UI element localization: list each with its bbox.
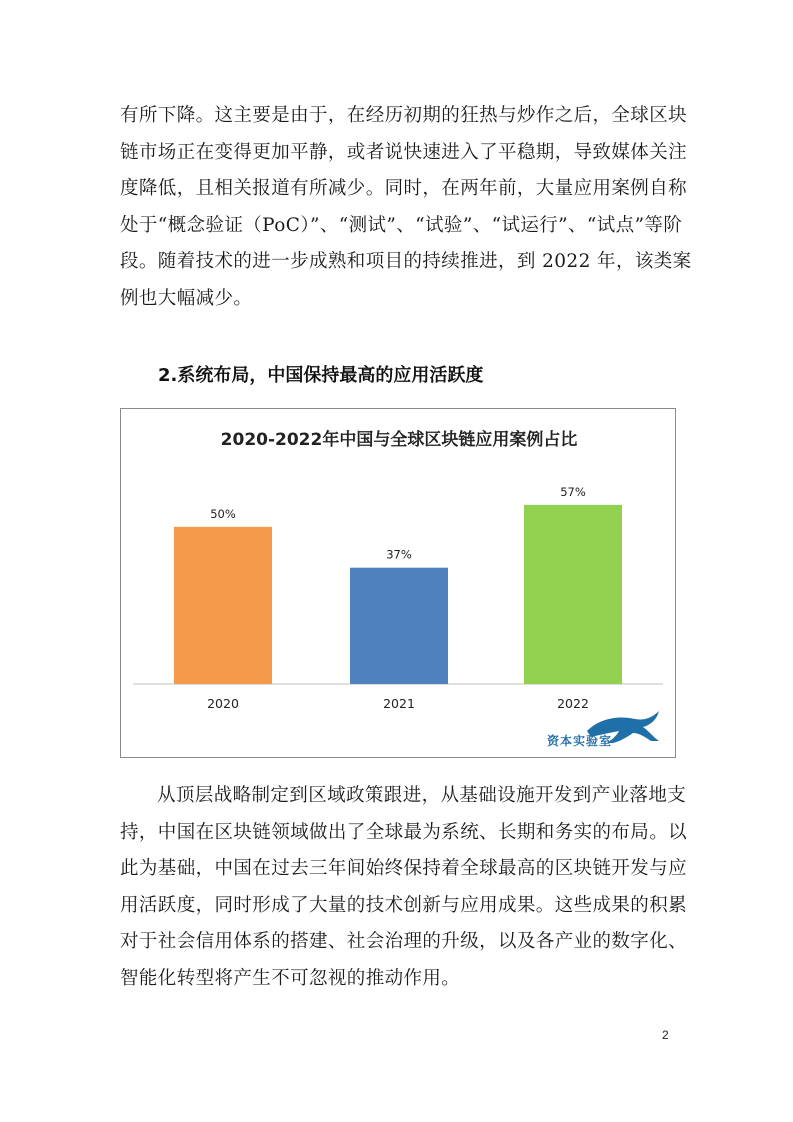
bar-2021	[350, 568, 448, 684]
x-tick-label-2021: 2021	[383, 696, 415, 711]
paragraph-line: 用活跃度，同时形成了大量的技术创新与应用成果。这些成果的积累	[120, 894, 688, 916]
chart-title: 2020-2022年中国与全球区块链应用案例占比	[220, 430, 578, 450]
bar-chart	[120, 408, 676, 758]
data-label-2020: 50%	[210, 506, 236, 521]
paragraph-line: 从顶层战略制定到区域政策跟进，从基础设施开发到产业落地支	[157, 785, 687, 806]
data-label-2021: 37%	[386, 547, 412, 562]
paragraph-line: 持，中国在区块链领域做出了全球最为系统、长期和务实的布局。以	[120, 821, 688, 843]
paragraph-line: 例也大幅减少。	[120, 287, 253, 309]
paragraph-line: 智能化转型将产生不可忽视的推动作用。	[120, 967, 461, 989]
watermark-logo	[547, 707, 665, 751]
x-tick-label-2020: 2020	[207, 696, 239, 711]
paragraph-line: 有所下降。这主要是由于，在经历初期的狂热与炒作之后，全球区块	[120, 105, 688, 126]
page-number: 2	[662, 1028, 669, 1042]
paragraph-line: 此为基础，中国在过去三年间始终保持着全球最高的区块链开发与应	[120, 858, 688, 879]
paragraph-line: 段。随着技术的进一步成熟和项目的持续推进，到 2022 年，该类案	[120, 251, 692, 272]
watermark-text: 资本实验室	[547, 734, 613, 748]
section-heading: 2.系统布局，中国保持最高的应用活跃度	[158, 365, 484, 386]
paragraph-line: 链市场正在变得更加平静，或者说快速进入了平稳期，导致媒体关注	[120, 141, 688, 163]
data-label-2022: 57%	[560, 484, 586, 499]
paragraph-1	[120, 98, 692, 317]
x-tick-label-2022: 2022	[557, 696, 589, 711]
bar-2022	[524, 505, 622, 684]
paragraph-line: 对于社会信用体系的搭建、社会治理的升级，以及各产业的数字化、	[120, 931, 688, 952]
paragraph-line: 处于“概念验证（PoC）”、“测试”、“试验”、“试运行”、“试点”等阶	[120, 214, 683, 236]
paragraph-2	[120, 778, 688, 997]
paragraph-line: 度降低，且相关报道有所减少。同时，在两年前，大量应用案例自称	[120, 178, 688, 199]
bar-2020	[174, 527, 272, 684]
